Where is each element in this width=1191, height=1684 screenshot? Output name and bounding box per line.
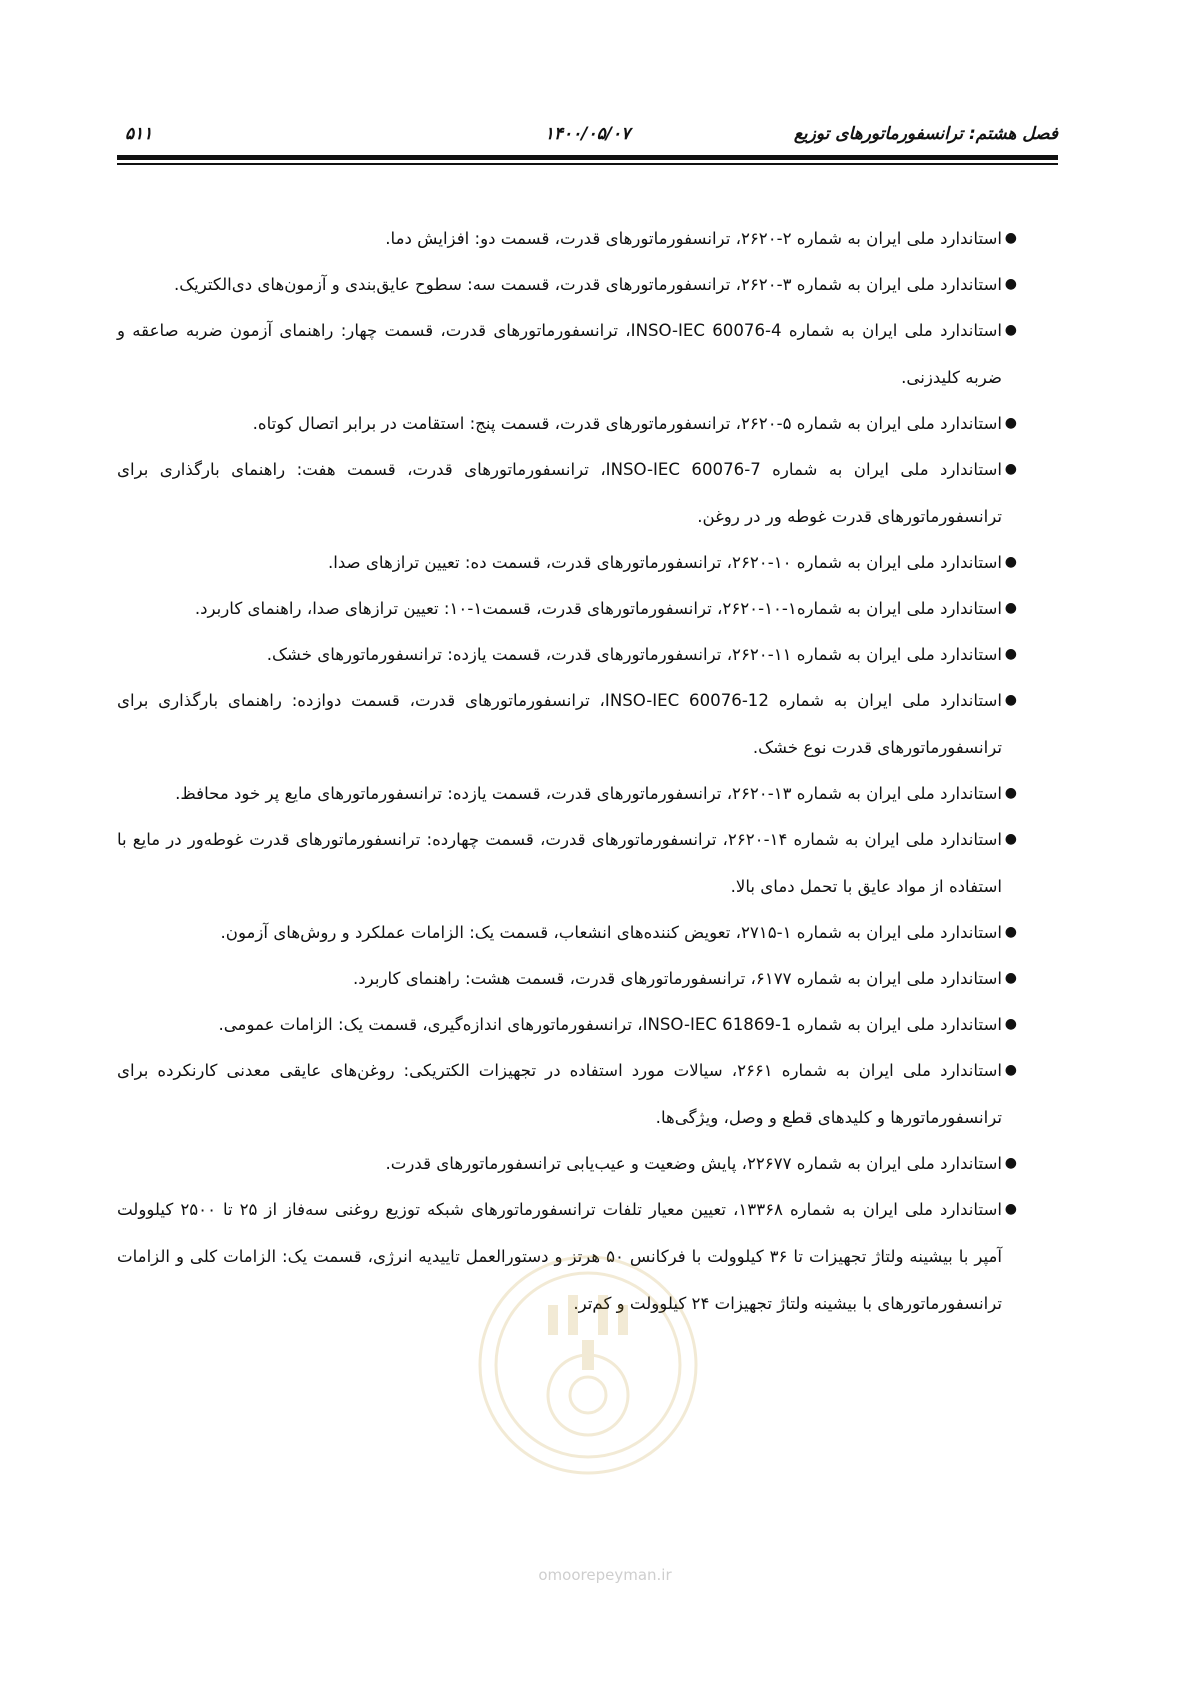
bullet-icon: ● [1004, 692, 1017, 708]
list-item: ● استاندارد ملی ایران به شماره۱-۱۰-۲۶۲۰، ترانسفورماتورهای قدرت، قسمت۱-۱۰: تعیین ترازهای صدا، راهنمای کاربرد. [117, 585, 1002, 632]
bullet-icon: ● [1004, 461, 1017, 477]
standards-list [117, 215, 1017, 1326]
list-item: ● استاندارد ملی ایران به شماره ۲۲۶۷۷، پایش وضعیت و عیب‌یابی ترانسفورماتورهای قدرت. [117, 1140, 1002, 1187]
bullet-icon: ● [1004, 322, 1017, 338]
list-item: ● استاندارد ملی ایران به شماره ۳-۲۶۲۰، ترانسفورماتورهای قدرت، قسمت سه: سطوح عایق‌بندی و آزمون‌های دی‌الکتریک. [117, 261, 1002, 308]
bullet-icon: ● [1004, 600, 1017, 616]
bullet-icon: ● [1004, 1062, 1017, 1078]
list-item: ● استاندارد ملی ایران به شماره ۱۳۳۶۸، تعیین معیار تلفات ترانسفورماتورهای شبکه توزیع روغنی سه‌فاز از ۲۵ تا ۲۵۰۰ کیلوولت آمپر با بیشینه ولتاژ تجهیزات تا ۳۶ کیلوولت با فرکانس ۵۰ هرتز و دستورالعمل تاییدیه انرژی، قسمت یک: الزامات کلی و الزامات ترانسفورماتورهای با بیشینه ولتاژ تجهیزات ۲۴ کیلوولت و کم‌تر. [117, 1186, 1002, 1327]
list-item: ● استاندارد ملی ایران به شماره INSO-IEC 60076-12، ترانسفورماتورهای قدرت، قسمت دوازده: راهنمای بارگذاری برای ترانسفورماتورهای قدرت نوع خشک. [117, 677, 1002, 771]
bullet-icon: ● [1004, 646, 1017, 662]
list-item: ● استاندارد ملی ایران به شماره ۱۰-۲۶۲۰، ترانسفورماتورهای قدرت، قسمت ده: تعیین ترازهای صدا. [117, 539, 1002, 586]
bullet-icon: ● [1004, 1155, 1017, 1171]
list-item: ● استاندارد ملی ایران به شماره INSO-IEC 60076-4، ترانسفورماتورهای قدرت، قسمت چهار: راهنمای آزمون ضربه صاعقه و ضربه کلیدزنی. [117, 307, 1002, 401]
bullet-icon: ● [1004, 970, 1017, 986]
bullet-icon: ● [1004, 785, 1017, 801]
page-number: ۵۱۱ [125, 124, 153, 144]
bullet-icon: ● [1004, 831, 1017, 847]
list-item: ● استاندارد ملی ایران به شماره ۲-۲۶۲۰، ترانسفورماتورهای قدرت، قسمت دو: افزایش دما. [117, 215, 1002, 262]
list-item: ● استاندارد ملی ایران به شماره ۱-۲۷۱۵، تعویض کننده‌های انشعاب، قسمت یک: الزامات عملکرد و روش‌های آزمون. [117, 909, 1002, 956]
list-item: ● استاندارد ملی ایران به شماره INSO-IEC 61869-1، ترانسفورماتورهای اندازه‌گیری، قسمت یک: الزامات عمومی. [117, 1001, 1002, 1048]
header-rule-thick [117, 155, 1058, 160]
bullet-icon: ● [1004, 415, 1017, 431]
watermark-url: omoorepeyman.ir [538, 1566, 672, 1584]
bullet-icon: ● [1004, 1201, 1017, 1217]
header-rule-thin [117, 163, 1058, 165]
list-item: ● استاندارد ملی ایران به شماره ۱۱-۲۶۲۰، ترانسفورماتورهای قدرت، قسمت یازده: ترانسفورماتورهای خشک. [117, 631, 1002, 678]
list-item: ● استاندارد ملی ایران به شماره ۶۱۷۷، ترانسفورماتورهای قدرت، قسمت هشت: راهنمای کاربرد. [117, 955, 1002, 1002]
list-item: ● استاندارد ملی ایران به شماره ۲۶۶۱، سیالات مورد استفاده در تجهیزات الکتریکی: روغن‌های عایقی معدنی کارنکرده برای ترانسفورماتورها و کلیدهای قطع و وصل، ویژگی‌ها. [117, 1047, 1002, 1141]
bullet-icon: ● [1004, 1016, 1017, 1032]
list-item: ● استاندارد ملی ایران به شماره ۱۳-۲۶۲۰، ترانسفورماتورهای قدرت، قسمت یازده: ترانسفورماتورهای مایع پر خود محافظ. [117, 770, 1002, 817]
list-item: ● استاندارد ملی ایران به شماره ۵-۲۶۲۰، ترانسفورماتورهای قدرت، قسمت پنج: استقامت در برابر اتصال کوتاه. [117, 400, 1002, 447]
bullet-icon: ● [1004, 924, 1017, 940]
page-header [117, 120, 1058, 150]
chapter-title: فصل هشتم: ترانسفورماتورهای توزیع [793, 124, 1058, 144]
list-item: ● استاندارد ملی ایران به شماره ۱۴-۲۶۲۰، ترانسفورماتورهای قدرت، قسمت چهارده: ترانسفورماتورهای قدرت غوطه‌ور در مایع با استفاده از مواد عایق با تحمل دمای بالا. [117, 816, 1002, 910]
bullet-icon: ● [1004, 276, 1017, 292]
bullet-icon: ● [1004, 554, 1017, 570]
bullet-icon: ● [1004, 230, 1017, 246]
header-date: ۱۴۰۰/۰۵/۰۷ [544, 124, 631, 144]
list-item: ● استاندارد ملی ایران به شماره INSO-IEC 60076-7، ترانسفورماتورهای قدرت، قسمت هفت: راهنمای بارگذاری برای ترانسفورماتورهای قدرت غوطه ور در روغن. [117, 446, 1002, 540]
